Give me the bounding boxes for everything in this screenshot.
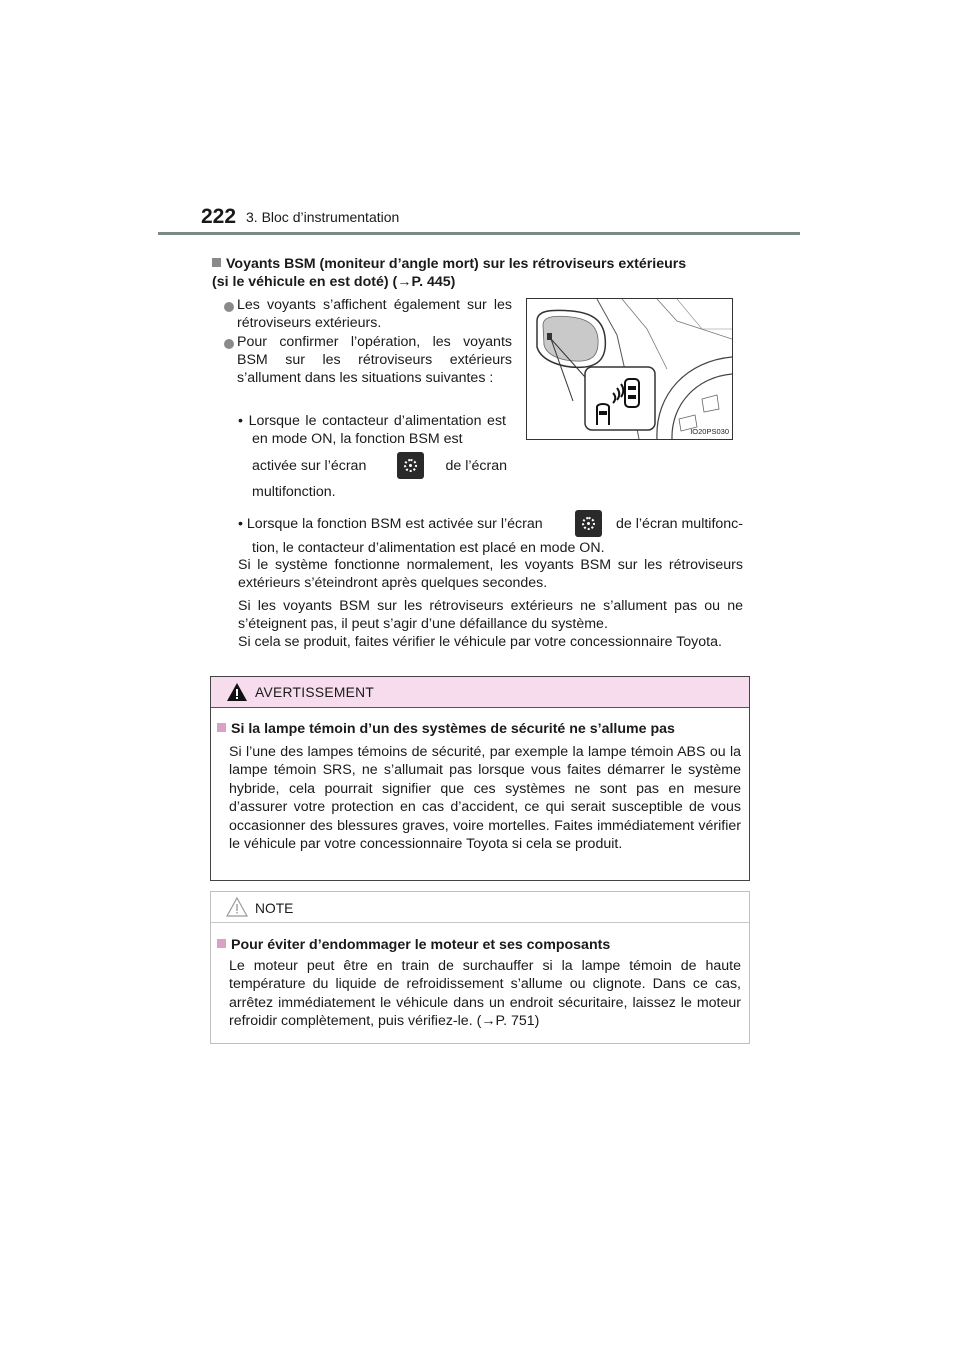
chapter-title: 3. Bloc d’instrumentation (246, 209, 400, 225)
settings-gear-icon (397, 452, 424, 479)
mirror-illustration (526, 298, 733, 440)
warning-square-icon (217, 723, 226, 732)
header-rule (158, 232, 800, 235)
page-reference-link[interactable]: P. 445) (411, 274, 456, 290)
section-square-icon (212, 258, 221, 267)
bullet-text-1: Les voyants s’affichent également sur les rétroviseurs extérieurs. (237, 297, 512, 331)
sub-bullet-1-line2: activée sur l’écran de l’écran (252, 451, 507, 481)
sub-bullet-1-line1: • Lorsque le contacteur d’alimentation est en mode ON, la fonction BSM est (238, 413, 506, 447)
paragraph-3: Si cela se produit, faites vérifier le véhicule par votre concessionnaire Toyota. (238, 634, 722, 650)
page-reference-link[interactable]: P. 751) (495, 1013, 540, 1030)
sub-bullet-1-line3: multifonction. (252, 484, 336, 500)
note-box (210, 891, 750, 1044)
note-square-icon (217, 939, 226, 948)
bullet-text-2: Pour confirmer l’opération, les voyants BSM sur les rétroviseurs extérieurs s’allument dans les situations suivantes : (237, 334, 512, 386)
bullet-icon (224, 339, 234, 349)
arrow-right-icon: → (397, 274, 412, 290)
mirror-bsm-illustration-icon (527, 299, 732, 439)
note-header (211, 892, 749, 923)
warning-title: Si la lampe témoin d’un des systèmes de sécurité ne s’allume pas (217, 720, 675, 738)
warning-header (211, 677, 749, 708)
paragraph-2: Si les voyants BSM sur les rétroviseurs extérieurs ne s’allument pas ou ne s’éteignent pas, il peut s’agir d’une défaillance du système. (238, 598, 743, 632)
note-body: Le moteur peut être en train de surchauffer si la lampe témoin de haute température du liquide de refroidissement s’allume ou clignote. Dans ce cas, arrêtez immédiatement le véhicule dans un endroit sécuritaire, laissez le moteur refroidir complètement, puis vérifiez-le. (→P. 751) (229, 958, 741, 1030)
warning-body: Si l’une des lampes témoins de sécurité, par exemple la lampe témoin ABS ou la lampe témoin SRS, ne s’allumait pas lorsque vous faites démarrer le système hybride, cela pourrait signifier que ces systèmes ne sont pas en mesure d’assurer votre protection en cas d’accident, ce qui serait susceptible de vous occasionner des blessures graves, voire mortelles. Faites immédiatement vérifier le véhicule par votre concessionnaire Toyota si cela se produit. (229, 744, 741, 853)
figure-label: IO20PS030 (690, 427, 729, 436)
sub-bullet-2-line1: • Lorsque la fonction BSM est activée sur l’écran de l’écran multifonc- (238, 509, 743, 539)
section-title (212, 255, 752, 291)
page-number: 222 (201, 205, 237, 228)
paragraph-1: Si le système fonctionne normalement, les voyants BSM sur les rétroviseurs extérieurs s’éteindront après quelques secondes. (238, 557, 743, 591)
warning-triangle-icon (226, 681, 248, 703)
settings-gear-icon (575, 510, 602, 537)
warning-label: AVERTISSEMENT (255, 685, 375, 700)
note-title: Pour éviter d’endommager le moteur et ses composants (217, 936, 610, 954)
sub-bullet-2-line2: tion, le contacteur d’alimentation est placé en mode ON. (252, 540, 605, 556)
note-triangle-icon (226, 896, 248, 918)
section-title-line2: (si le véhicule en est doté) (→P. 445) (212, 274, 456, 290)
bullet-icon (224, 302, 234, 312)
warning-box (210, 676, 750, 881)
note-label: NOTE (255, 901, 294, 916)
section-title-line1: Voyants BSM (moniteur d’angle mort) sur les rétroviseurs extérieurs (226, 256, 687, 272)
arrow-right-icon: → (481, 1013, 496, 1030)
